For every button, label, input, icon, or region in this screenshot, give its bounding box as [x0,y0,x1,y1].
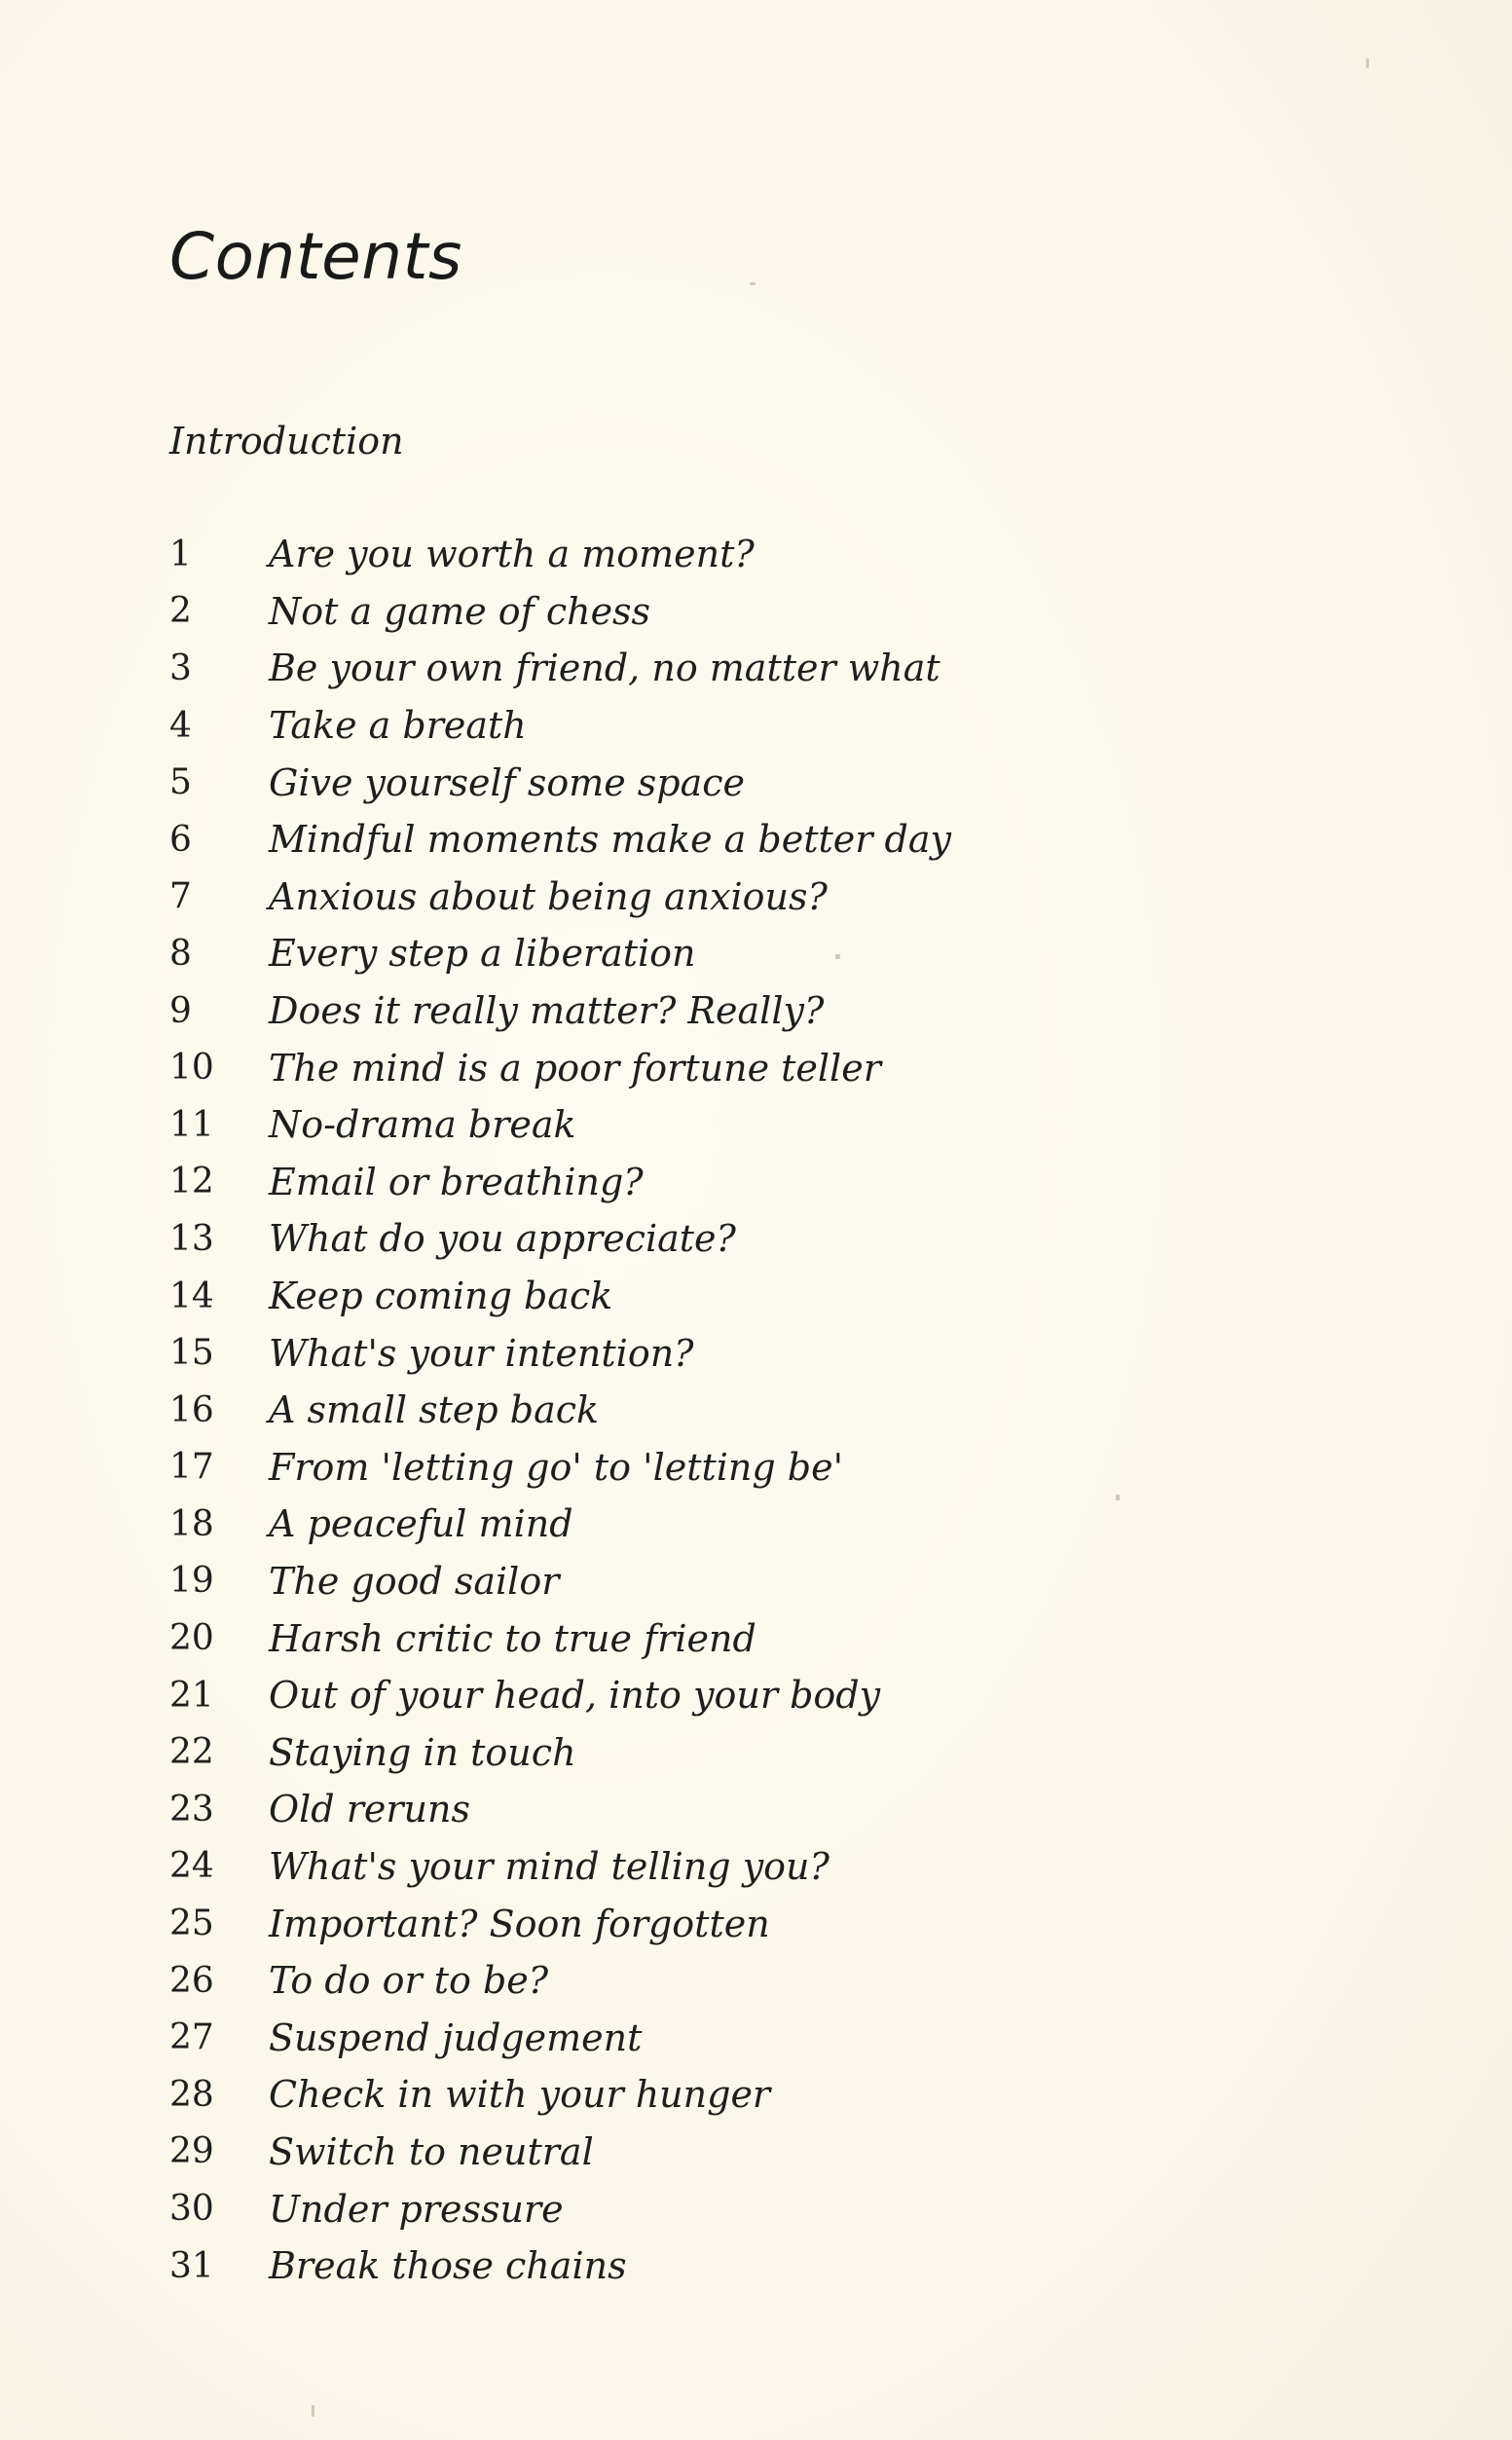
toc-entry-title: Break those chains [269,2244,627,2288]
toc-entry-number: 20 [169,1618,214,1659]
toc-entry-number: 5 [169,762,192,803]
toc-entry-number: 8 [169,933,192,974]
toc-entry [169,1781,951,1838]
toc-entry-number: 25 [169,1904,214,1944]
toc-entry-title: The mind is a poor fortune teller [269,1046,881,1090]
toc-entry-title: No-drama break [269,1103,576,1147]
toc-entry-number: 19 [169,1561,214,1602]
toc-entry-title: Staying in touch [269,1730,576,1774]
toc-entry [169,982,951,1040]
toc-entry-title: Not a game of chess [269,589,651,633]
toc-entry [169,1439,951,1497]
toc-entry [169,1667,951,1724]
toc-entry [169,526,951,583]
toc-entry-title: Harsh critic to true friend [269,1616,756,1660]
toc-entry-title: Are you worth a moment? [269,533,755,576]
toc-entry-title: Switch to neutral [269,2129,594,2173]
toc-entry-title: Take a breath [269,704,527,748]
toc-entry-title: A small step back [269,1388,600,1432]
toc-entry-title: Give yourself some space [269,760,746,804]
toc-entry-number: 1 [169,534,192,574]
toc-entry-number: 18 [169,1503,214,1544]
toc-entry-number: 9 [169,990,192,1031]
toc-entry-number: 4 [169,705,192,746]
toc-entry-number: 21 [169,1675,214,1716]
toc-entry-number: 22 [169,1732,214,1773]
toc-entry-number: 24 [169,1846,214,1887]
paper-speck [312,2405,314,2417]
toc-entry [169,1039,951,1096]
toc-entry-title: Keep coming back [269,1275,613,1318]
toc-entry [169,1553,951,1610]
toc-entry-number: 6 [169,819,192,860]
toc-entry-title: Be your own friend, no matter what [269,647,940,690]
toc-entry [169,1895,951,1952]
toc-entry-title: The good sailor [269,1559,560,1603]
toc-entry-title: What's your mind telling you? [269,1844,830,1888]
toc-entry-number: 30 [169,2189,214,2230]
toc-entry-number: 29 [169,2131,214,2172]
toc-entry [169,869,951,926]
toc-entry [169,1210,951,1268]
toc-entry [169,2180,951,2237]
toc-entry-number: 11 [169,1104,214,1145]
toc-entry [169,1496,951,1553]
toc-entry [169,925,951,982]
toc-entry [169,1382,951,1439]
toc-entry-title: Suspend judgement [269,2015,643,2059]
toc-entry-number: 13 [169,1218,214,1259]
toc-entry [169,754,951,811]
paper-speck [1116,1495,1120,1500]
toc-entry [169,1324,951,1382]
toc-entry [169,2066,951,2124]
toc-entry [169,1952,951,2010]
toc-entry-number: 23 [169,1789,214,1830]
toc-entry [169,583,951,641]
table-of-contents [169,526,951,2294]
toc-entry [169,2237,951,2295]
toc-entry-title: Every step a liberation [269,932,696,976]
paper-speck [750,282,756,285]
toc-entry-title: Out of your head, into your body [269,1674,881,1718]
toc-entry [169,1096,951,1154]
toc-entry [169,1268,951,1325]
toc-entry-title: What's your intention? [269,1331,694,1375]
page-title: Contents [169,219,462,294]
paper-speck [1366,58,1369,68]
toc-entry-number: 28 [169,2074,214,2115]
paper-speck [835,954,840,959]
toc-entry [169,2009,951,2066]
toc-entry-number: 31 [169,2245,214,2286]
toc-entry-title: Does it really matter? Really? [269,989,825,1033]
toc-entry [169,1838,951,1896]
toc-entry [169,697,951,755]
toc-entry-title: Old reruns [269,1788,470,1831]
toc-introduction: Introduction [169,420,404,462]
toc-entry-number: 3 [169,647,192,688]
toc-entry [169,2124,951,2181]
toc-entry-title: Email or breathing? [269,1160,644,1203]
toc-entry-title: Important? Soon forgotten [269,1902,770,1945]
toc-entry [169,640,951,697]
toc-entry-number: 14 [169,1275,214,1316]
toc-entry-number: 10 [169,1048,214,1089]
toc-entry-title: Under pressure [269,2187,564,2231]
toc-entry-title: What do you appreciate? [269,1217,736,1261]
toc-entry [169,1609,951,1667]
toc-entry [169,1154,951,1211]
toc-entry-number: 27 [169,2017,214,2058]
toc-entry-title: A peaceful mind [269,1502,573,1546]
toc-entry-number: 7 [169,876,192,917]
toc-entry-title: Anxious about being anxious? [269,874,828,918]
toc-entry-number: 2 [169,591,192,632]
toc-entry-number: 26 [169,1960,214,2001]
toc-entry [169,811,951,869]
toc-entry-title: To do or to be? [269,1959,549,2003]
toc-entry-number: 17 [169,1447,214,1488]
toc-entry-number: 12 [169,1162,214,1202]
toc-entry-title: Check in with your hunger [269,2073,771,2117]
toc-entry-number: 15 [169,1333,214,1374]
toc-entry-title: From 'letting go' to 'letting be' [269,1445,844,1489]
toc-entry-number: 16 [169,1389,214,1430]
toc-entry-title: Mindful moments make a better day [269,818,951,862]
toc-entry [169,1723,951,1781]
